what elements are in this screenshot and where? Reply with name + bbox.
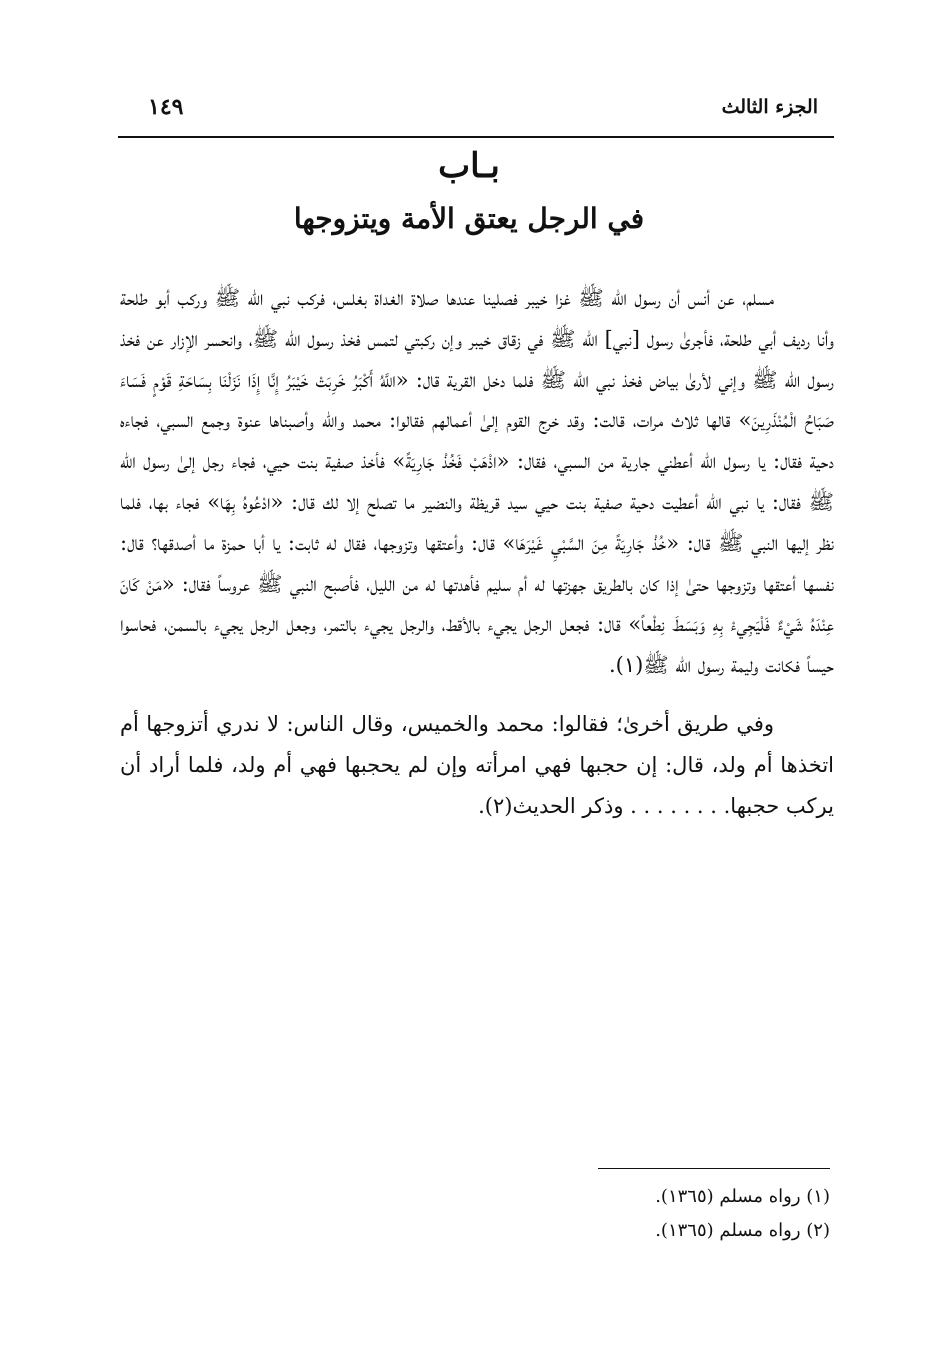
chapter-title: بـاب — [438, 146, 500, 186]
footnote-divider — [598, 1168, 830, 1169]
header-divider — [118, 136, 834, 138]
footnotes — [430, 1180, 830, 1248]
running-header-part: الجزء الثالث — [721, 96, 818, 118]
footnote-2: (٢) رواه مسلم (١٣٦٥). — [655, 1220, 830, 1241]
body-text — [120, 278, 834, 826]
page-number: ١٤٩ — [148, 94, 184, 120]
footnote-1: (١) رواه مسلم (١٣٦٥). — [655, 1186, 830, 1207]
chapter-subtitle: في الرجل يعتق الأمة ويتزوجها — [293, 202, 645, 235]
paragraph-main: مسلم، عن أنس أن رسول الله ﷺ غزا خيبر فصلينا عندها صلاة الغداة بغلس، فركب نبي الله ﷺ وركب أبو طلحة وأنا رديف أبي طلحة، فأجرىٰ رسول [نبي] الله ﷺ في زقاق خيبر وإن ركبتي لتمس فخذ رسول الله ﷺ، وانحسر الإزار عن فخذ رسول الله ﷺ وإني لأرىٰ بياض فخذ نبي الله ﷺ فلما دخل القرية قال: «اللَّهُ أَكْبَرُ خَرِبَتْ خَيْبَرُ إِنَّا إِذَا نَزَلْنَا بِسَاحَةِ قَوْمٍ فَسَاءَ صَبَاحُ الْمُنْذَرِينَ» قالها ثلاث مرات، قالت: وقد خرج القوم إلىٰ أعمالهم فقالوا: محمد والله وأصبناها عنوة وجمع السبي، فجاءه دحية فقال: يا رسول الله أعطني جارية من السبي، فقال: «اذْهَبْ فَخُذْ جَارِيَةً» فأخذ صفية بنت حيي، فجاء رجل إلىٰ رسول الله ﷺ فقال: يا نبي الله أعطيت دحية صفية بنت حيي سيد قريظة والنضير ما تصلح إلا لك قال: «ادْعُوهُ بِهَا» فجاء بها، فلما نظر إليها النبي ﷺ قال: «خُذْ جَارِيَةً مِنَ السَّبْيِ غَيْرَهَا» قال: وأعتقها وتزوجها، فقال له ثابت: يا أبا حمزة ما أصدقها؟ قال: نفسها أعتقها وتزوجها حتىٰ إذا كان بالطريق جهزتها له أم سليم فأهدتها له من الليل، فأصبح النبي ﷺ عروساً فقال: «مَنْ كَانَ عِنْدَهُ شَيْءٌ فَلْيَجِيءْ بِهِ وَبَسَطَ نِطْعاً» قال: فجعل الرجل يجيء بالأقط، والرجل يجيء بالتمر، وجعل الرجل يجيء بالسمن، فحاسوا حيساً فكانت وليمة رسول الله ﷺ(١). — [120, 286, 834, 678]
paragraph-other-route: وفي طريق أخرىٰ؛ فقالوا: محمد والخميس، وقال الناس: لا ندري أتزوجها أم اتخذها أم ولد، قال: إن حجبها فهي امرأته وإن لم يحجبها فهي أم ولد، فلما أراد أن يركب حجبها. . . . . . . . وذكر الحديث(٢). — [120, 711, 834, 818]
